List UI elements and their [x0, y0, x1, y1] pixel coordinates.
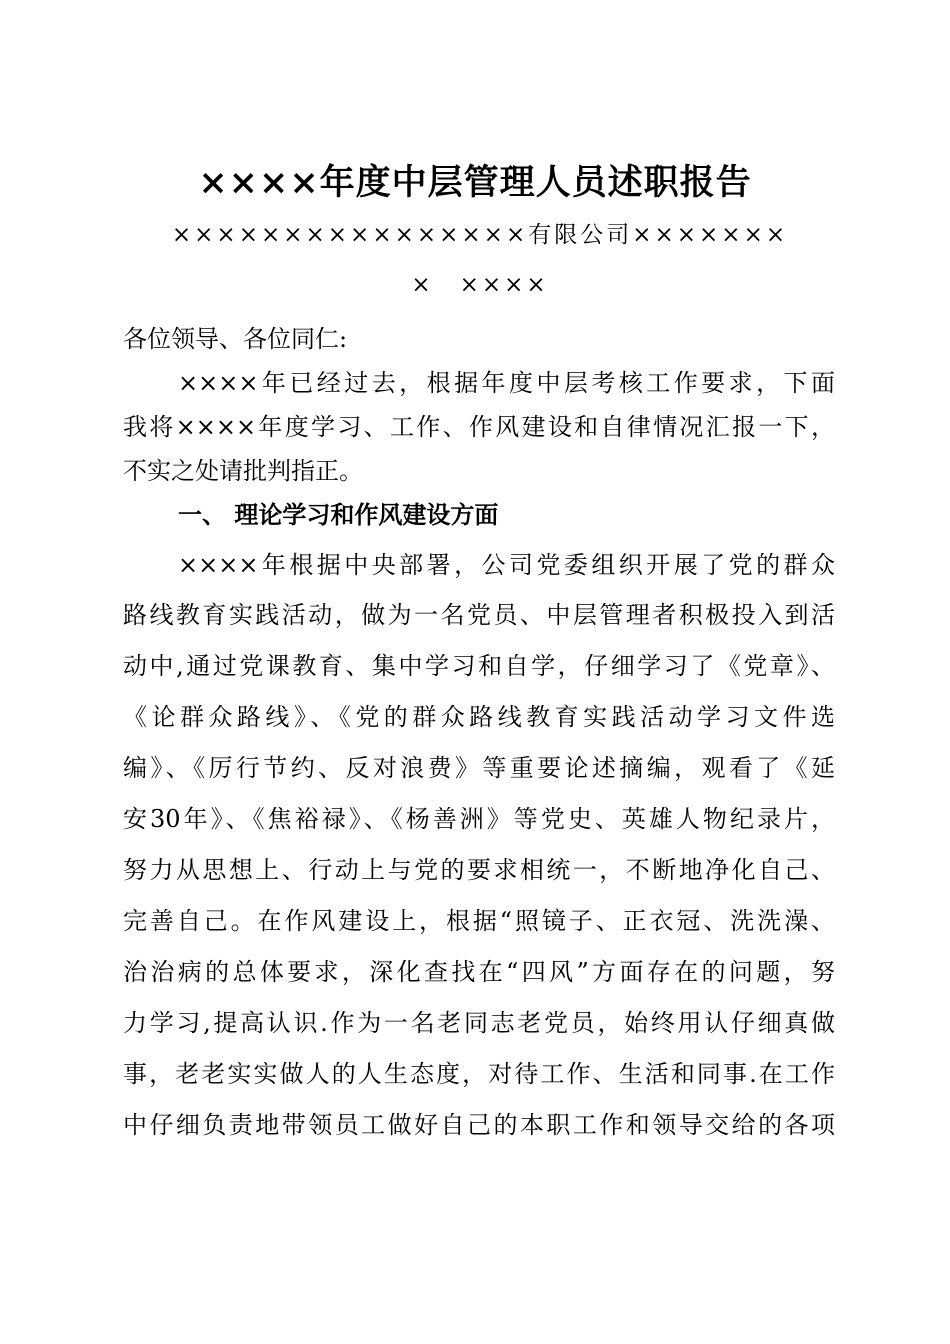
body-line: ××××年根据中央部署，公司党委组织开展了党的群众 [178, 551, 835, 579]
salutation: 各位领导、各位同仁: [123, 325, 348, 353]
body-line: 治治病的总体要求，深化查找在“四风”方面存在的问题，努 [123, 958, 835, 986]
body-line: 力学习,提高认识.作为一名老同志老党员，始终用认仔细真做 [123, 1009, 835, 1037]
intro-line: ××××年已经过去，根据年度中层考核工作要求，下面 [178, 369, 835, 397]
body-line: 动中,通过党课教育、集中学习和自学，仔细学习了《党章》、 [123, 652, 835, 680]
intro-line: 我将××××年度学习、工作、作风建设和自律情况汇报一下， [123, 413, 835, 441]
body-line: 事，老老实实做人的人生态度，对待工作、生活和同事.在工作 [123, 1060, 835, 1088]
document-title: ××××年度中层管理人员述职报告 [198, 162, 752, 203]
intro-line: 不实之处请批判指正。 [123, 457, 363, 485]
body-line: 《论群众路线》、《党的群众路线教育实践活动学习文件选 [123, 703, 835, 731]
body-line: 完善自己。在作风建设上，根据“照镜子、正衣冠、洗洗澡、 [123, 907, 835, 935]
author-line: × ×××× [411, 272, 549, 298]
body-line: 路线教育实践活动，做为一名党员、中层管理者积极投入到活 [123, 601, 835, 629]
body-line: 编》、《厉行节约、反对浪费》等重要论述摘编，观看了《延 [123, 754, 835, 782]
body-line: 中仔细负责地带领员工做好自己的本职工作和领导交给的各项 [123, 1111, 835, 1139]
body-line: 安30年》、《焦裕禄》、《杨善洲》等党史、英雄人物纪录片， [123, 805, 835, 833]
section-heading: 一、 理论学习和作风建设方面 [178, 500, 499, 529]
company-line: ××××××××××××××××有限公司××××××× [171, 222, 789, 248]
body-line: 努力从思想上、行动上与党的要求相统一，不断地净化自己、 [123, 856, 835, 884]
